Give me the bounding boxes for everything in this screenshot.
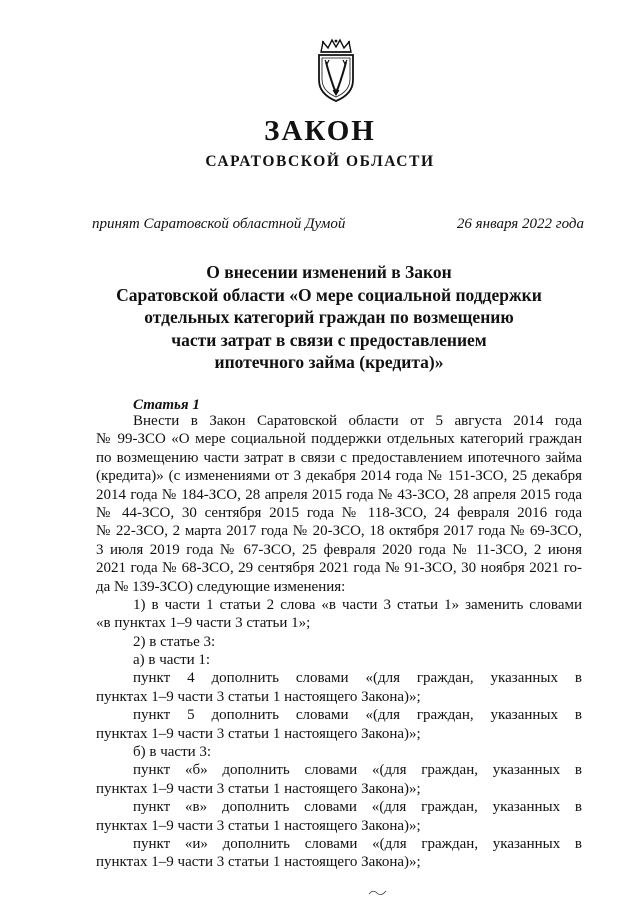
text-line: да № 139-ЗСО) следующие изменения: — [96, 578, 346, 595]
text-line: пунктах 1–9 части 3 статьи 1 настоящего Закона)»; — [96, 854, 421, 871]
text-line: пунктах 1–9 части 3 статьи 1 настоящего Закона)»; — [96, 725, 421, 742]
text-line: пунктах 1–9 части 3 статьи 1 настоящего Закона)»; — [96, 780, 421, 797]
heading-line: О внесении изменений в Закон — [206, 262, 452, 282]
text-line: б) в части 3: — [133, 744, 212, 761]
article-body — [96, 412, 582, 872]
text-line: пунктах 1–9 части 3 статьи 1 настоящего Закона)»; — [96, 817, 421, 834]
text-line: (кредита)» (с изменениями от 3 декабря 2014 года № 151-ЗСО, 25 декабря — [96, 468, 582, 485]
text-line: № 44-ЗСО, 30 сентября 2015 года № 118-ЗСО, 24 февраля 2016 года — [96, 504, 582, 521]
text-line: 2021 года № 68-ЗСО, 29 сентября 2021 года № 91-ЗСО, 30 ноября 2021 го- — [96, 560, 582, 577]
text-line: пункт «и» дополнить словами «(для граждан, указанных в — [133, 835, 582, 852]
text-line: пункт 4 дополнить словами «(для граждан, указанных в — [133, 670, 582, 687]
text-line: № 22-ЗСО, 2 марта 2017 года № 20-ЗСО, 18 октября 2017 года № 69-ЗСО, — [96, 523, 582, 540]
text-line: пунктах 1–9 части 3 статьи 1 настоящего Закона)»; — [96, 688, 421, 705]
document-subtitle: САРАТОВСКОЙ ОБЛАСТИ — [205, 153, 435, 170]
pen-mark-icon — [368, 888, 388, 896]
law-heading — [80, 261, 578, 374]
heading-line: отдельных категорий граждан по возмещению — [144, 307, 514, 328]
heading-line: части затрат в связи с предоставлением — [171, 329, 487, 350]
text-line: 3 июля 2019 года № 67-ЗСО, 25 февраля 2020 года № 11-ЗСО, 2 июня — [96, 541, 582, 558]
text-line: пункт 5 дополнить словами «(для граждан, указанных в — [133, 707, 582, 724]
article-title: Статья 1 — [133, 397, 200, 413]
text-line: № 99-ЗСО «О мере социальной поддержки отдельных категорий граждан — [96, 431, 582, 448]
text-line: 2) в статье 3: — [133, 633, 216, 650]
text-line: «в пунктах 1–9 части 3 статьи 1»; — [96, 615, 311, 632]
text-line: пункт «в» дополнить словами «(для граждан, указанных в — [133, 799, 582, 816]
document-title: ЗАКОН — [264, 115, 376, 147]
text-line: а) в части 1: — [133, 652, 211, 669]
heading-line: Саратовской области «О мере социальной поддержки — [116, 284, 542, 305]
text-line: по возмещению части затрат в связи с предоставлением ипотечного займа — [96, 449, 582, 466]
adopted-by: принят Саратовской областной Думой — [92, 216, 346, 232]
adoption-date: 26 января 2022 года — [456, 216, 584, 232]
text-line: 1) в части 1 статьи 2 слова «в части 3 статьи 1» заменить словами — [133, 596, 582, 613]
text-line: пункт «б» дополнить словами «(для граждан, указанных в — [133, 762, 582, 779]
heading-line: ипотечного займа (кредита)» — [214, 352, 444, 373]
saratov-coat-of-arms-icon — [313, 38, 359, 104]
text-line: 2014 года № 184-ЗСО, 28 апреля 2015 года № 43-ЗСО, 28 апреля 2015 года — [96, 486, 582, 503]
text-line: Внести в Закон Саратовской области от 5 августа 2014 года — [133, 413, 582, 429]
